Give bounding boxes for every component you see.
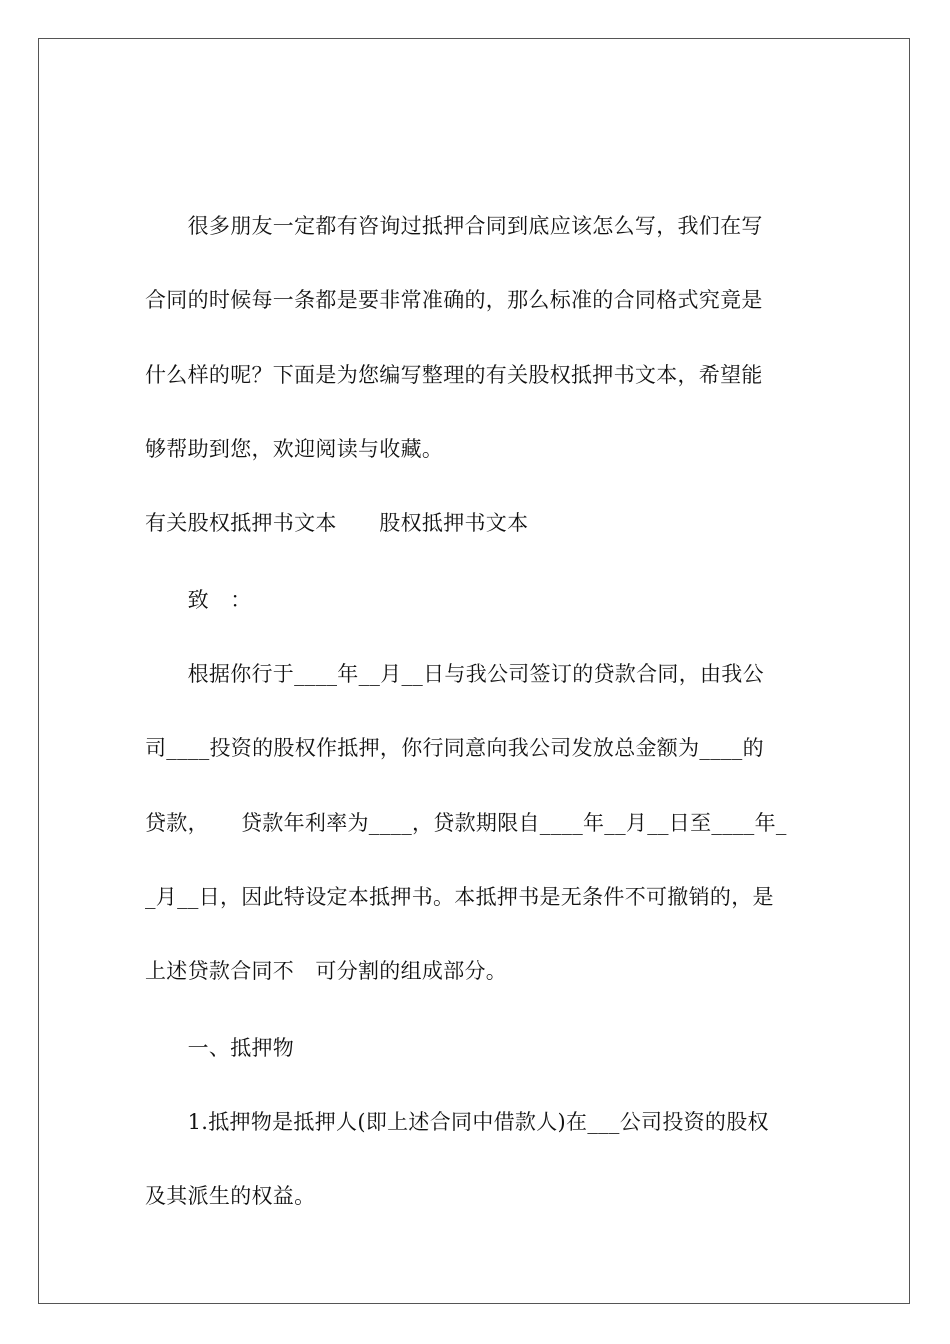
intro-line-1: 很多朋友一定都有咨询过抵押合同到底应该怎么写，我们在写 — [145, 214, 763, 238]
intro-line-2: 合同的时候每一条都是要非常准确的，那么标准的合同格式究竟是 — [145, 288, 763, 312]
body-line-4: _月__日，因此特设定本抵押书。本抵押书是无条件不可撤销的，是 — [145, 885, 774, 909]
intro-line-4: 够帮助到您，欢迎阅读与收藏。 — [145, 437, 444, 461]
body-line-2: 司____投资的股权作抵押，你行同意向我公司发放总金额为____的 — [145, 736, 764, 760]
body-line-3: 贷款， 贷款年利率为____，贷款期限自____年__月__日至____年_ — [145, 811, 787, 835]
body-line-1: 根据你行于____年__月__日与我公司签订的贷款合同，由我公 — [145, 662, 764, 686]
body-line-5: 上述贷款合同不 可分割的组成部分。 — [145, 959, 508, 983]
addressee-line: 致 ： — [145, 588, 252, 612]
clause-1-line-1: 1.抵押物是抵押人(即上述合同中借款人)在___公司投资的股权 — [145, 1110, 769, 1134]
intro-line-3: 什么样的呢？下面是为您编写整理的有关股权抵押书文本，希望能 — [145, 363, 763, 387]
document-title: 有关股权抵押书文本 股权抵押书文本 — [145, 511, 529, 535]
section-heading-collateral: 一、抵押物 — [145, 1036, 295, 1060]
clause-1-line-2: 及其派生的权益。 — [145, 1184, 316, 1208]
